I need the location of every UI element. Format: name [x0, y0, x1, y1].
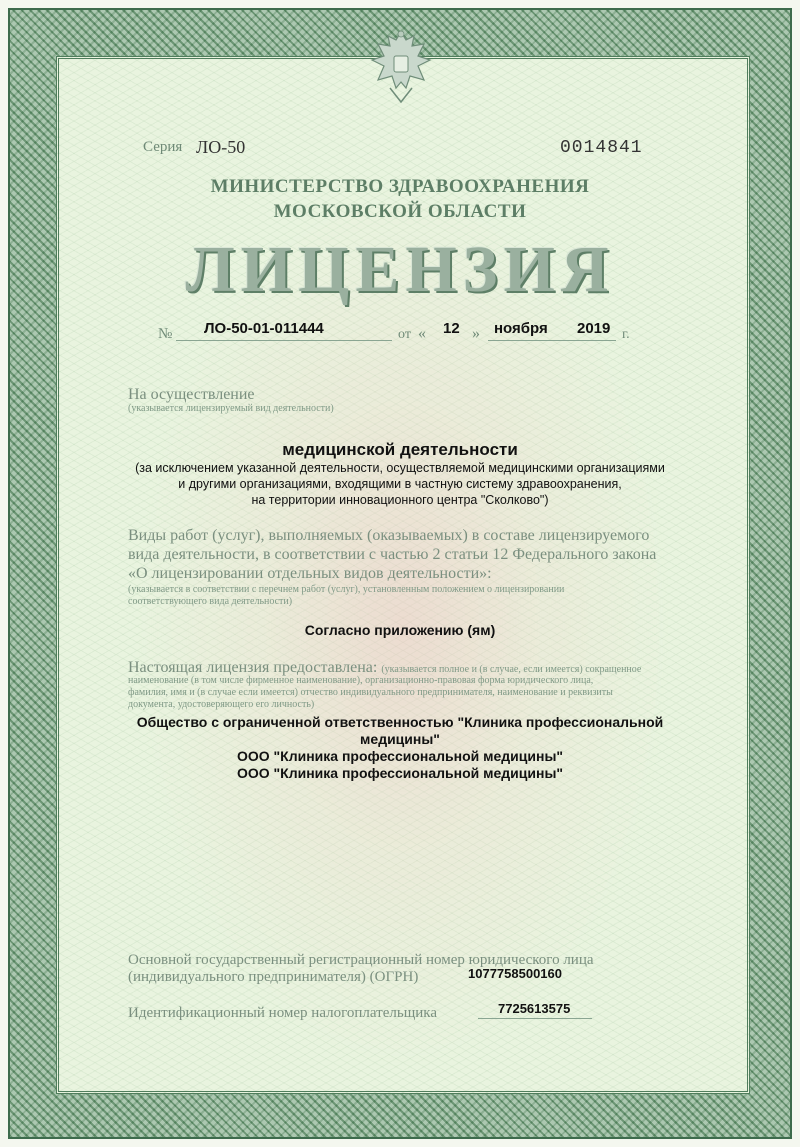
inn-value: 7725613575 [498, 1001, 571, 1016]
granted-hint-line-2: наименование (в том числе фирменное наименование), организационно-правовая форма юридического лица, [128, 675, 594, 686]
inn-underline [478, 1018, 592, 1019]
activity-detail-line-3: на территории инновационного центра "Сколково") [251, 493, 549, 507]
ministry-line-2: МОСКОВСКОЙ ОБЛАСТИ [273, 201, 527, 222]
activity-label: На осуществление [128, 386, 255, 403]
ogrn-label-line-1: Основной государственный регистрационный номер юридического лица [128, 952, 594, 968]
coat-of-arms-emblem [366, 28, 436, 106]
date-day: 12 [443, 320, 460, 337]
date-underline [488, 340, 616, 341]
granted-hint-line-3: фамилия, имя и (в случае если имеется) отчество индивидуального предпринимателя, наименование и реквизиты [128, 687, 613, 698]
organization-full-name-line-2: медицины" [360, 731, 440, 747]
works-text [128, 526, 668, 583]
works-hint [128, 584, 668, 608]
activity-detail-line-1: (за исключением указанной деятельности, осуществляемой медицинскими организациями [135, 461, 665, 475]
granted-label: Настоящая лицензия предоставлена: [128, 659, 378, 676]
works-hint-line-1: (указывается в соответствии с перечнем работ (услуг), установленным положением о лицензировании [128, 584, 565, 595]
works-value: Согласно приложению (ям) [304, 622, 496, 638]
works-hint-line-2: соответствующего вида деятельности) [128, 596, 293, 607]
date-year-suffix: г. [622, 327, 630, 342]
works-line-2: вида деятельности, в соответствии с частью 2 статьи 12 Федерального закона [128, 546, 657, 563]
license-number: ЛО-50-01-011444 [204, 320, 324, 337]
ministry-line-1: МИНИСТЕРСТВО ЗДРАВООХРАНЕНИЯ [210, 176, 590, 197]
ogrn-label-line-2: (индивидуального предпринимателя) (ОГРН) [128, 969, 419, 985]
granted-hint-line-1: (указывается полное и (в случае, если имеется) сокращенное [381, 664, 642, 675]
number-underline [176, 340, 392, 341]
document-title: ЛИЦЕНЗИЯ [185, 233, 615, 306]
inn-label: Идентификационный номер налогоплательщика [128, 1005, 438, 1021]
activity-detail [112, 460, 688, 508]
date-quote-open: « [418, 325, 426, 342]
series-label: Серия [143, 139, 183, 155]
activity-detail-line-2: и другими организациями, входящими в частную систему здравоохранения, [178, 477, 622, 491]
date-month: ноября [494, 320, 548, 337]
date-year: 2019 [577, 320, 611, 337]
granted-hint-line-4: документа, удостоверяющего его личность) [128, 699, 315, 710]
works-line-1: Виды работ (услуг), выполняемых (оказываемых) в составе лицензируемого [128, 527, 650, 544]
series-value: ЛО-50 [196, 137, 246, 157]
date-quote-close: » [472, 325, 480, 342]
activity-title: медицинской деятельности [282, 440, 518, 459]
organization-full-name-line-1: Общество с ограниченной ответственностью "Клиника профессиональной [136, 714, 664, 730]
organization-block [112, 714, 688, 782]
organization-short-name-1: ООО "Клиника профессиональной медицины" [236, 748, 564, 764]
date-from-label: от [398, 327, 411, 342]
number-label: № [158, 326, 173, 342]
form-number: 0014841 [560, 138, 643, 158]
ogrn-value: 1077758500160 [468, 966, 562, 981]
activity-hint: (указывается лицензируемый вид деятельности) [128, 403, 334, 414]
works-line-3: «О лицензировании отдельных видов деятельности»: [128, 565, 492, 582]
granted-hint [128, 675, 668, 711]
organization-short-name-2: ООО "Клиника профессиональной медицины" [236, 765, 564, 781]
